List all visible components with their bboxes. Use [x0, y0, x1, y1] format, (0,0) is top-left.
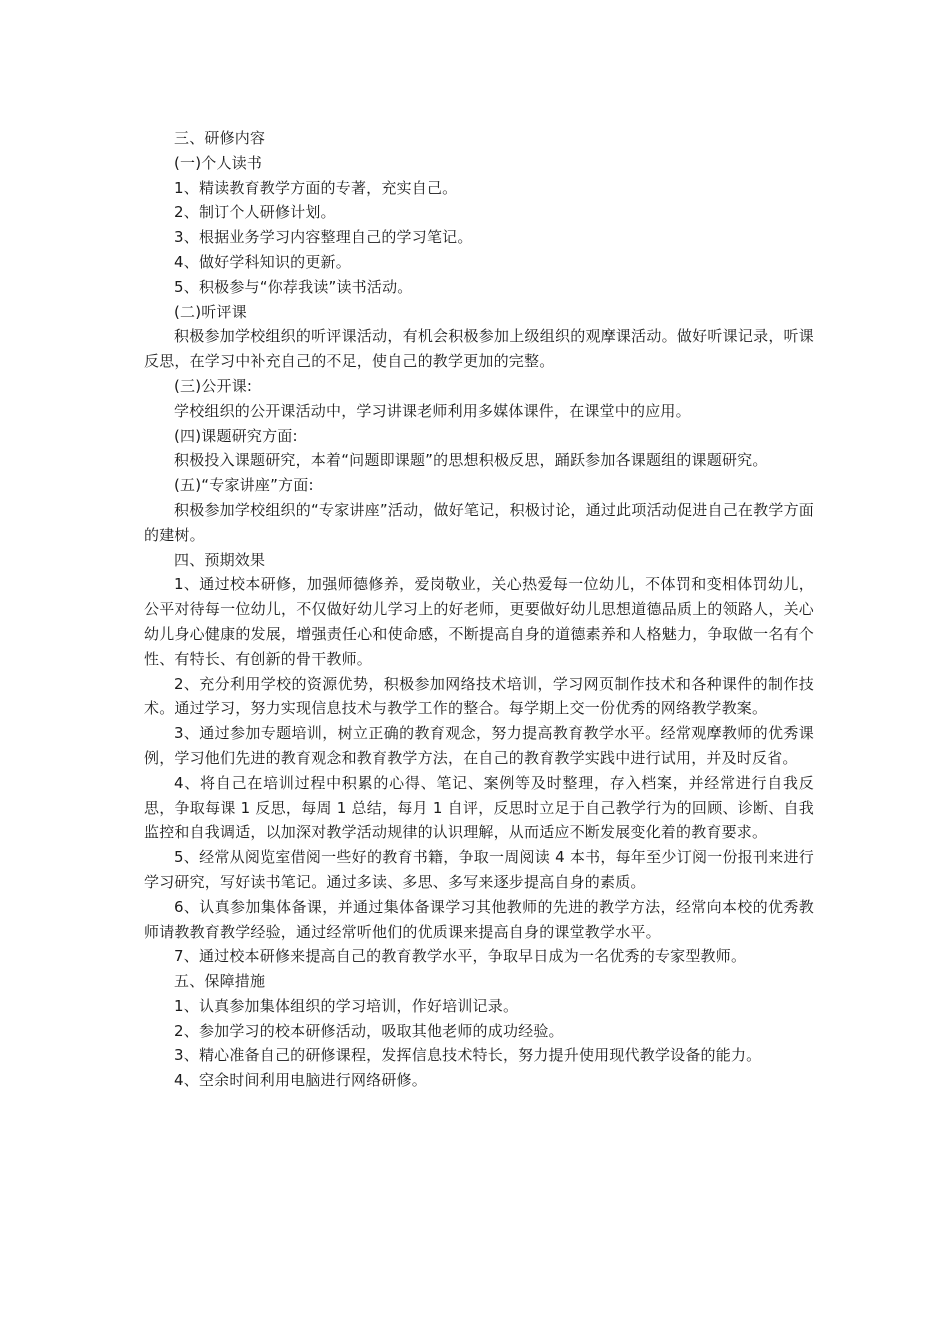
body-paragraph: 积极参加学校组织的“专家讲座”活动，做好笔记，积极讨论，通过此项活动促进自己在教学方面的建树。 — [144, 500, 814, 544]
list-item: 3、通过参加专题培训，树立正确的教育观念，努力提高教育教学水平。经常观摩教师的优秀课例，学习他们先进的教育观念和教育教学方法，在自己的教育教学实践中进行试用，并及时反省。 — [144, 724, 814, 767]
list-item: 3、根据业务学习内容整理自己的学习笔记。 — [174, 228, 473, 247]
list-item: 2、充分利用学校的资源优势，积极参加网络技术培训，学习网页制作技术和各种课件的制作技术。通过学习，努力实现信息技术与教学工作的整合。每学期上交一份优秀的网络教学教案。 — [144, 674, 814, 718]
list-item: 4、将自己在培训过程中积累的心得、笔记、案例等及时整理，存入档案，并经常进行自我反思，争取每课 1 反思，每周 1 总结，每月 1 自评，反思时立足于自己教学行为的回顾、诊断、自我监控和自我调适，以加深对教学活动规律的认识理解，从而适应不断发展变化着的教育要求。 — [144, 773, 814, 842]
subheading-open-class: (三)公开课: — [174, 376, 253, 395]
section-heading-research-content: 三、研修内容 — [174, 129, 266, 147]
list-item: 4、做好学科知识的更新。 — [174, 252, 351, 271]
list-item: 1、通过校本研修，加强师德修养，爱岗敬业，关心热爱每一位幼儿，不体罚和变相体罚幼儿，公平对待每一位幼儿，不仅做好幼儿学习上的好老师，更要做好幼儿思想道德品质上的领路人，关心幼儿身心健康的发展，增强责任心和使命感，不断提高自身的道德素养和人格魅力，争取做一名有个性、有特长、有创新的骨干教师。 — [144, 575, 814, 668]
subheading-research-topic: (四)课题研究方面: — [174, 426, 298, 445]
list-item: 2、参加学习的校本研修活动，吸取其他老师的成功经验。 — [174, 1021, 564, 1040]
list-item: 4、空余时间利用电脑进行网络研修。 — [174, 1071, 427, 1090]
document-body — [144, 126, 814, 1093]
list-item: 1、认真参加集体组织的学习培训，作好培训记录。 — [174, 996, 519, 1015]
body-paragraph: 积极参加学校组织的听评课活动，有机会积极参加上级组织的观摩课活动。做好听课记录，听课反思，在学习中补充自己的不足，使自己的教学更加的完整。 — [144, 327, 814, 371]
section-heading-expected-results: 四、预期效果 — [174, 550, 266, 569]
list-item: 3、精心准备自己的研修课程，发挥信息技术特长，努力提升使用现代教学设备的能力。 — [174, 1046, 762, 1065]
subheading-expert-lecture: (五)“专家讲座”方面: — [174, 476, 314, 495]
list-item: 5、积极参与“你荐我读”读书活动。 — [174, 277, 413, 296]
subheading-personal-reading: (一)个人读书 — [174, 153, 263, 172]
body-paragraph: 积极投入课题研究，本着“问题即课题”的思想积极反思，踊跃参加各课题组的课题研究。 — [174, 451, 768, 470]
subheading-lesson-observation: (二)听评课 — [174, 302, 247, 321]
body-paragraph: 学校组织的公开课活动中，学习讲课老师利用多媒体课件，在课堂中的应用。 — [174, 401, 691, 420]
list-item: 5、经常从阅览室借阅一些好的教育书籍，争取一周阅读 4 本书，每年至少订阅一份报刊来进行学习研究，写好读书笔记。通过多读、多思、多写来逐步提高自身的素质。 — [144, 848, 814, 891]
list-item: 6、认真参加集体备课，并通过集体备课学习其他教师的先进的教学方法，经常向本校的优秀教师请教教育教学经验，通过经常听他们的优质课来提高自身的课堂教学水平。 — [144, 897, 814, 941]
section-heading-safeguards: 五、保障措施 — [174, 972, 266, 991]
list-item: 7、通过校本研修来提高自己的教育教学水平，争取早日成为一名优秀的专家型教师。 — [174, 947, 747, 966]
list-item: 2、制订个人研修计划。 — [174, 203, 336, 222]
list-item: 1、精读教育教学方面的专著，充实自己。 — [174, 178, 458, 197]
